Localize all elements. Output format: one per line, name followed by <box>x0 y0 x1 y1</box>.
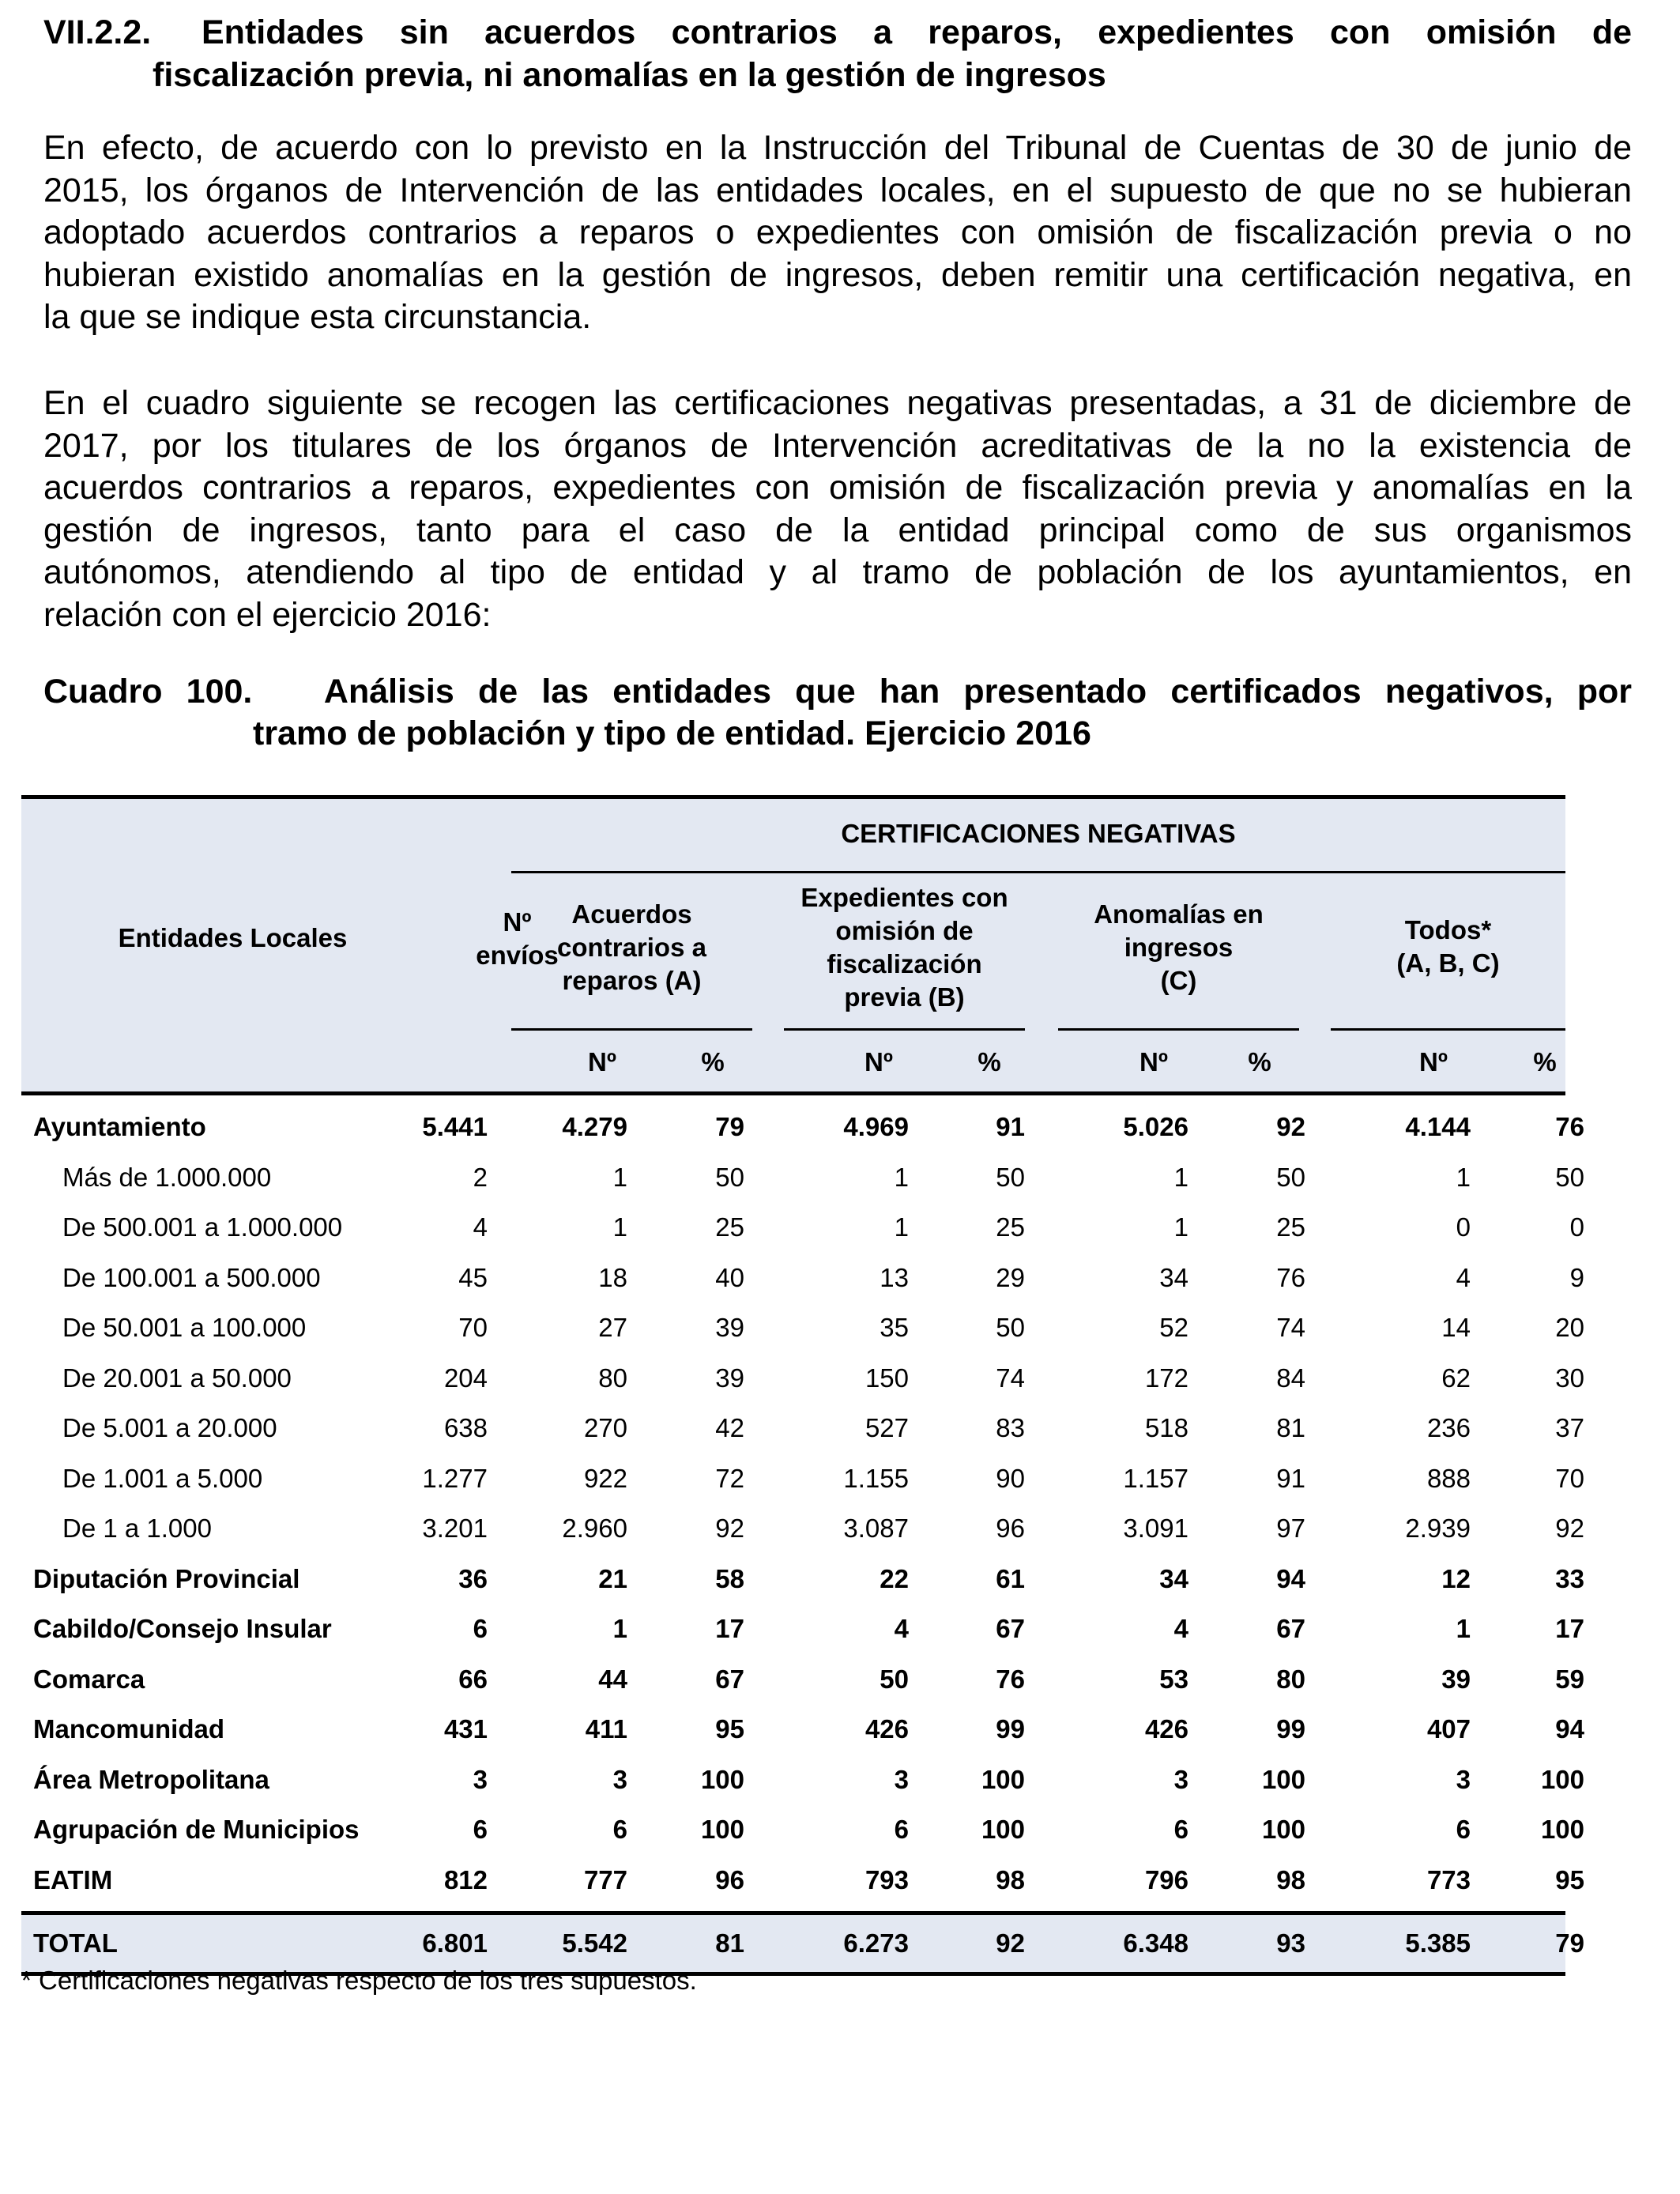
row-value: 13 <box>880 1262 909 1292</box>
row-value: 518 <box>1144 1413 1188 1442</box>
row-value: 270 <box>583 1413 627 1442</box>
row-value: 72 <box>715 1463 744 1493</box>
row-value: 3 <box>1456 1764 1471 1794</box>
table-row <box>21 1253 1584 1303</box>
row-value: 98 <box>1276 1864 1305 1894</box>
row-value: 2.960 <box>562 1514 627 1543</box>
row-label: Comarca <box>33 1664 145 1694</box>
row-value: 1.155 <box>843 1463 909 1493</box>
row-value: 92 <box>715 1514 744 1543</box>
row-value: 6 <box>1456 1815 1471 1844</box>
paragraph-2-line: acuerdos contrarios a reparos, expedientes con omisión de fiscalización previa y anomalías en la <box>43 469 1632 507</box>
row-label: De 500.001 a 1.000.000 <box>62 1212 343 1242</box>
caption-number: Cuadro 100. <box>43 673 253 711</box>
paragraph-2-line: En el cuadro siguiente se recogen las certificaciones negativas presentadas, a 31 de diciembre de <box>43 384 1632 422</box>
table-row <box>21 1855 1584 1906</box>
row-value: 1 <box>1456 1614 1471 1643</box>
row-value: 5.026 <box>1123 1112 1188 1141</box>
row-value: 100 <box>700 1815 744 1844</box>
table-row <box>21 1654 1584 1705</box>
row-value: 18 <box>598 1262 627 1292</box>
table-row <box>21 1202 1584 1253</box>
row-value: 94 <box>1276 1563 1305 1593</box>
row-value: 1 <box>1173 1212 1188 1242</box>
row-value: 80 <box>1276 1664 1305 1694</box>
row-value: 96 <box>996 1514 1025 1543</box>
table-row <box>21 1302 1584 1353</box>
row-value: 6 <box>473 1614 488 1643</box>
row-value: 25 <box>715 1212 744 1242</box>
row-label: Agrupación de Municipios <box>33 1815 360 1844</box>
row-value: 90 <box>996 1463 1025 1493</box>
row-value: 1 <box>894 1162 909 1192</box>
table-row <box>21 1704 1584 1755</box>
row-value: 30 <box>1555 1363 1584 1393</box>
table-row <box>21 1604 1584 1654</box>
row-value: 67 <box>1276 1614 1305 1643</box>
table-row <box>21 1353 1584 1404</box>
row-label: Ayuntamiento <box>33 1112 206 1141</box>
table-caption <box>43 671 1632 755</box>
row-value: 53 <box>1159 1664 1188 1694</box>
header-rule <box>511 871 1565 873</box>
row-label: Diputación Provincial <box>33 1563 300 1593</box>
paragraph-2-line: autónomos, atendiendo al tipo de entidad y al tramo de población de los ayuntamientos, en <box>43 553 1632 591</box>
row-value: 150 <box>864 1363 909 1393</box>
row-value: 812 <box>443 1864 488 1894</box>
header-n: Nº <box>1139 1047 1168 1076</box>
paragraph-2 <box>43 383 1632 636</box>
row-value: 6 <box>473 1815 488 1844</box>
row-value: 91 <box>996 1112 1025 1141</box>
row-value: 94 <box>1555 1714 1584 1744</box>
row-value: 4 <box>1456 1262 1471 1292</box>
row-value: 79 <box>715 1112 744 1141</box>
header-entities: Entidades Locales <box>118 923 348 952</box>
row-label: De 1.001 a 5.000 <box>62 1463 263 1493</box>
row-value: 17 <box>1555 1614 1584 1643</box>
row-label: TOTAL <box>33 1928 118 1958</box>
table-row <box>21 1102 1584 1152</box>
paragraph-1-line: adoptado acuerdos contrarios a reparos o expedientes con omisión de fiscalización previa o no <box>43 213 1632 251</box>
row-value: 83 <box>996 1413 1025 1442</box>
row-value: 100 <box>700 1764 744 1794</box>
header-pct: % <box>977 1047 1001 1076</box>
row-value: 172 <box>1144 1363 1188 1393</box>
table-row <box>21 1755 1584 1805</box>
row-value: 773 <box>1426 1864 1471 1894</box>
row-value: 14 <box>1441 1313 1471 1342</box>
row-value: 97 <box>1276 1514 1305 1543</box>
row-value: 70 <box>458 1313 488 1342</box>
paragraph-2-line: 2017, por los titulares de los órganos de Intervención acreditativas de la no la existencia de <box>43 426 1632 465</box>
paragraph-1 <box>43 127 1632 339</box>
row-value: 411 <box>585 1714 627 1744</box>
row-value: 4 <box>894 1614 909 1643</box>
row-value: 100 <box>981 1815 1025 1844</box>
row-value: 50 <box>996 1162 1025 1192</box>
paragraph-1-line: la que se indique esta circunstancia. <box>43 298 592 336</box>
row-value: 426 <box>1144 1714 1188 1744</box>
row-value: 2 <box>473 1162 488 1192</box>
caption-line2: tramo de población y tipo de entidad. Ejercicio 2016 <box>253 714 1091 752</box>
row-value: 3 <box>894 1764 909 1794</box>
row-value: 22 <box>880 1563 909 1593</box>
table-row <box>21 1554 1584 1604</box>
row-value: 1 <box>612 1162 627 1192</box>
table-row <box>21 1403 1584 1453</box>
row-label: EATIM <box>33 1864 113 1894</box>
row-value: 93 <box>1276 1928 1305 1958</box>
data-table <box>21 795 1584 1976</box>
row-value: 1 <box>1456 1162 1471 1192</box>
row-value: 1 <box>612 1614 627 1643</box>
row-value: 81 <box>715 1928 744 1958</box>
row-value: 100 <box>1540 1815 1584 1844</box>
row-value: 204 <box>443 1363 488 1393</box>
paragraph-1-line: hubieran existido anomalías en la gestión de ingresos, deben remitir una certificación negativa, en <box>43 255 1632 294</box>
row-value: 50 <box>996 1313 1025 1342</box>
row-value: 81 <box>1276 1413 1305 1442</box>
section-heading <box>43 11 1632 96</box>
row-value: 426 <box>864 1714 909 1744</box>
header-n: Nº <box>1419 1047 1448 1076</box>
row-value: 1 <box>612 1212 627 1242</box>
row-value: 80 <box>598 1363 627 1393</box>
row-value: 4.969 <box>843 1112 909 1141</box>
row-value: 62 <box>1441 1363 1471 1393</box>
row-value: 100 <box>1261 1815 1305 1844</box>
row-value: 52 <box>1159 1313 1188 1342</box>
row-value: 95 <box>715 1714 744 1744</box>
row-value: 34 <box>1159 1262 1188 1292</box>
table-row <box>21 1453 1584 1504</box>
row-value: 1 <box>894 1212 909 1242</box>
row-value: 39 <box>715 1363 744 1393</box>
row-value: 4 <box>473 1212 488 1242</box>
row-value: 1.277 <box>422 1463 488 1493</box>
table-row <box>21 1804 1584 1855</box>
row-label: De 50.001 a 100.000 <box>62 1313 307 1342</box>
row-label: Cabildo/Consejo Insular <box>33 1614 332 1643</box>
row-value: 59 <box>1555 1664 1584 1694</box>
row-value: 92 <box>1276 1112 1305 1141</box>
row-value: 44 <box>598 1664 627 1694</box>
row-value: 36 <box>458 1563 488 1593</box>
row-value: 20 <box>1555 1313 1584 1342</box>
row-value: 76 <box>1276 1262 1305 1292</box>
row-value: 3 <box>1173 1764 1188 1794</box>
row-value: 34 <box>1159 1563 1188 1593</box>
row-value: 27 <box>598 1313 627 1342</box>
row-value: 17 <box>715 1614 744 1643</box>
row-value: 6 <box>894 1815 909 1844</box>
row-value: 92 <box>1555 1514 1584 1543</box>
paragraph-1-line: 2015, los órganos de Intervención de las entidades locales, en el supuesto de que no se hubieran <box>43 171 1632 209</box>
row-value: 777 <box>583 1864 627 1894</box>
table-header <box>21 795 1565 1095</box>
row-label: Mancomunidad <box>33 1714 225 1744</box>
row-value: 6 <box>1173 1815 1188 1844</box>
section-number: VII.2.2. <box>43 13 152 51</box>
row-value: 66 <box>458 1664 488 1694</box>
row-value: 45 <box>458 1262 488 1292</box>
row-value: 96 <box>715 1864 744 1894</box>
row-value: 40 <box>715 1262 744 1292</box>
row-value: 39 <box>715 1313 744 1342</box>
row-value: 5.385 <box>1405 1928 1471 1958</box>
row-value: 99 <box>1276 1714 1305 1744</box>
row-value: 29 <box>996 1262 1025 1292</box>
row-value: 236 <box>1426 1413 1471 1442</box>
row-value: 5.441 <box>422 1112 488 1141</box>
row-value: 6.348 <box>1123 1928 1188 1958</box>
header-n: Nº <box>588 1047 616 1076</box>
row-value: 3 <box>612 1764 627 1794</box>
row-value: 42 <box>715 1413 744 1442</box>
row-value: 74 <box>1276 1313 1305 1342</box>
row-value: 638 <box>443 1413 488 1442</box>
table-row <box>21 1152 1584 1203</box>
row-value: 50 <box>880 1664 909 1694</box>
header-n: Nº <box>864 1047 893 1076</box>
row-value: 2.939 <box>1405 1514 1471 1543</box>
row-value: 84 <box>1276 1363 1305 1393</box>
row-value: 76 <box>996 1664 1025 1694</box>
row-label: De 5.001 a 20.000 <box>62 1413 277 1442</box>
row-value: 4.279 <box>562 1112 627 1141</box>
row-value: 39 <box>1441 1664 1471 1694</box>
row-label: Área Metropolitana <box>33 1764 269 1794</box>
row-value: 67 <box>715 1664 744 1694</box>
row-value: 50 <box>1555 1162 1584 1192</box>
row-value: 1 <box>1173 1162 1188 1192</box>
row-value: 3.087 <box>843 1514 909 1543</box>
row-value: 50 <box>715 1162 744 1192</box>
row-value: 50 <box>1276 1162 1305 1192</box>
row-value: 4.144 <box>1405 1112 1471 1141</box>
header-envios: Nº envíos <box>476 907 559 970</box>
header-anomalias: Anomalías en ingresos (C) <box>1094 899 1264 995</box>
row-value: 4 <box>1173 1614 1188 1643</box>
row-label: De 20.001 a 50.000 <box>62 1363 292 1393</box>
header-certificaciones-negativas: CERTIFICACIONES NEGATIVAS <box>841 819 1236 848</box>
row-value: 9 <box>1569 1262 1584 1292</box>
table-footnote: * Certificaciones negativas respecto de los tres supuestos. <box>21 1966 697 1995</box>
row-value: 33 <box>1555 1563 1584 1593</box>
row-value: 0 <box>1569 1212 1584 1242</box>
row-value: 6.273 <box>843 1928 909 1958</box>
header-pct: % <box>1248 1047 1271 1076</box>
row-value: 6 <box>612 1815 627 1844</box>
header-rule <box>1058 1028 1299 1031</box>
header-rule <box>1331 1028 1565 1031</box>
row-value: 70 <box>1555 1463 1584 1493</box>
row-value: 25 <box>996 1212 1025 1242</box>
header-pct: % <box>1533 1047 1557 1076</box>
row-value: 12 <box>1441 1563 1471 1593</box>
row-value: 35 <box>880 1313 909 1342</box>
section-title-line1: Entidades sin acuerdos contrarios a reparos, expedientes con omisión de <box>202 13 1632 51</box>
row-value: 95 <box>1555 1864 1584 1894</box>
row-value: 0 <box>1456 1212 1471 1242</box>
row-value: 100 <box>1261 1764 1305 1794</box>
row-value: 21 <box>598 1563 627 1593</box>
header-acuerdos: Acuerdos contrarios a reparos (A) <box>557 899 706 995</box>
paragraph-2-line: gestión de ingresos, tanto para el caso de la entidad principal como de sus organismos <box>43 511 1632 549</box>
row-value: 888 <box>1426 1463 1471 1493</box>
row-value: 431 <box>443 1714 488 1744</box>
row-value: 3.201 <box>422 1514 488 1543</box>
header-pct: % <box>701 1047 725 1076</box>
row-value: 527 <box>864 1413 909 1442</box>
row-value: 76 <box>1555 1112 1584 1141</box>
row-value: 25 <box>1276 1212 1305 1242</box>
row-value: 1.157 <box>1123 1463 1188 1493</box>
row-value: 74 <box>996 1363 1025 1393</box>
row-value: 79 <box>1555 1928 1584 1958</box>
table-body <box>21 1095 1584 1911</box>
row-label: Más de 1.000.000 <box>62 1162 272 1192</box>
row-value: 37 <box>1555 1413 1584 1442</box>
row-value: 793 <box>864 1864 909 1894</box>
row-value: 3 <box>473 1764 488 1794</box>
row-label: De 100.001 a 500.000 <box>62 1262 321 1292</box>
table-row <box>21 1503 1584 1554</box>
row-value: 3.091 <box>1123 1514 1188 1543</box>
row-value: 922 <box>583 1463 627 1493</box>
caption-line1: Análisis de las entidades que han presentado certificados negativos, por <box>323 673 1632 711</box>
row-value: 61 <box>996 1563 1025 1593</box>
header-rule <box>784 1028 1025 1031</box>
paragraph-2-line: relación con el ejercicio 2016: <box>43 595 492 634</box>
row-value: 91 <box>1276 1463 1305 1493</box>
header-todos: Todos* (A, B, C) <box>1396 915 1500 978</box>
row-value: 67 <box>996 1614 1025 1643</box>
row-value: 5.542 <box>562 1928 627 1958</box>
row-value: 98 <box>996 1864 1025 1894</box>
row-value: 99 <box>996 1714 1025 1744</box>
row-value: 407 <box>1426 1714 1471 1744</box>
section-title-line2: fiscalización previa, ni anomalías en la gestión de ingresos <box>153 56 1106 94</box>
row-value: 796 <box>1144 1864 1188 1894</box>
header-rule <box>511 1028 752 1031</box>
row-value: 6.801 <box>422 1928 488 1958</box>
row-label: De 1 a 1.000 <box>62 1514 212 1543</box>
row-value: 100 <box>1540 1764 1584 1794</box>
header-expedientes: Expedientes con omisión de fiscalización previa (B) <box>800 883 1008 1012</box>
row-value: 100 <box>981 1764 1025 1794</box>
row-value: 92 <box>996 1928 1025 1958</box>
paragraph-1-line: En efecto, de acuerdo con lo previsto en la Instrucción del Tribunal de Cuentas de 30 de junio de <box>43 129 1632 167</box>
row-value: 58 <box>715 1563 744 1593</box>
